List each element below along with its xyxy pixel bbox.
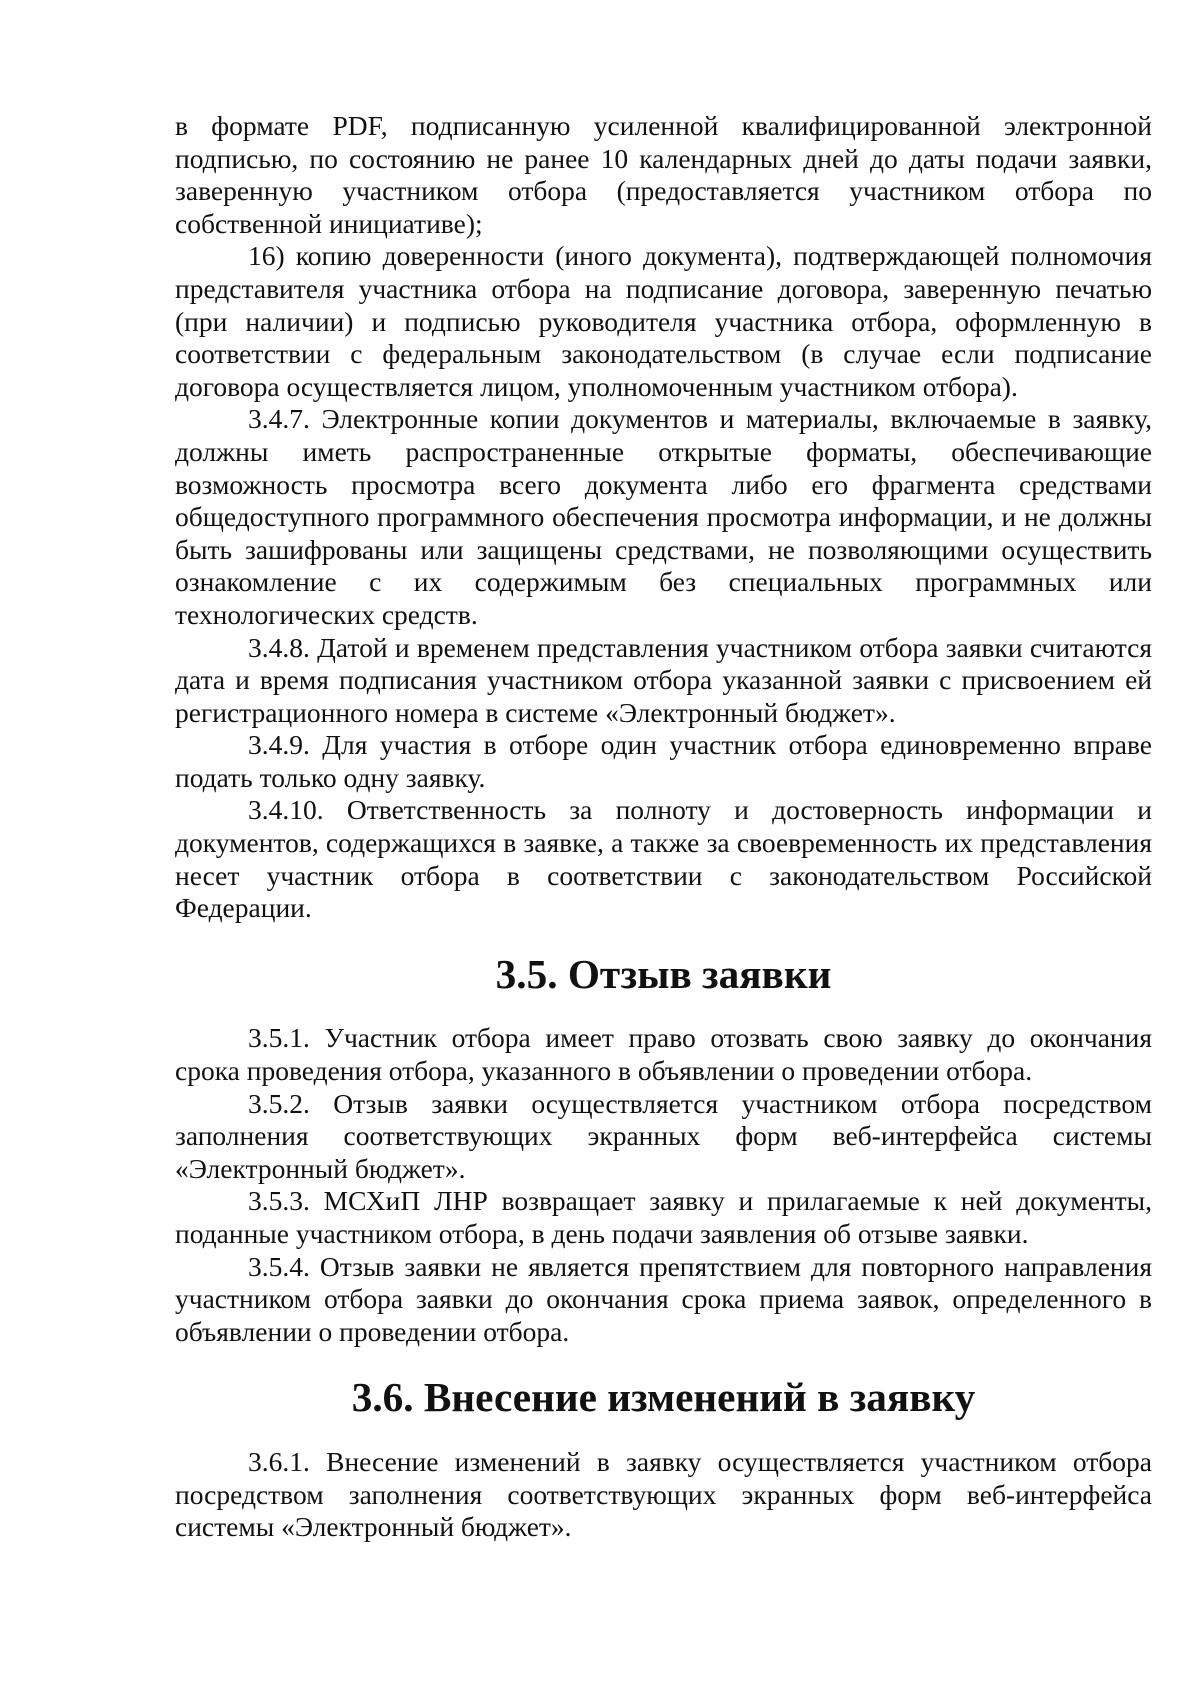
- paragraph-3-5-4: 3.5.4. Отзыв заявки не является препятствием для повторного направления участником отбора заявки до окончания срока приема заявок, определенного в объявлении о проведении отбора.: [175, 1250, 1152, 1347]
- paragraph-3-4-7: 3.4.7. Электронные копии документов и материалы, включаемые в заявку, должны иметь распространенные открытые форматы, обеспечивающие возможность просмотра всего документа либо его фрагмента средствами общедоступного программного обеспечения просмотра информации, и не должны быть зашифрованы или защищены средствами, не позволяющими осуществить ознакомление с их содержимым без специальных программных или технологических средств.: [175, 403, 1152, 630]
- paragraph-3-4-10: 3.4.10. Ответственность за полноту и достоверность информации и документов, содержащихся в заявке, а также за своевременность их представления несет участник отбора в соответствии с законодательством Российской Федерации.: [175, 794, 1152, 924]
- paragraph-3-5-1: 3.5.1. Участник отбора имеет право отозвать свою заявку до окончания срока проведения отбора, указанного в объявлении о проведении отбора.: [175, 1022, 1152, 1087]
- paragraph-3-5-3: 3.5.3. МСХиП ЛНР возвращает заявку и прилагаемые к ней документы, поданные участником отбора, в день подачи заявления об отзыве заявки.: [175, 1185, 1152, 1249]
- section-heading-3-5: 3.5. Отзыв заявки: [495, 950, 832, 997]
- paragraph-3-5-2: 3.5.2. Отзыв заявки осуществляется участником отбора посредством заполнения соответствующих экранных форм веб-интерфейса системы «Электронный бюджет».: [175, 1087, 1152, 1184]
- paragraph-3-4-8: 3.4.8. Датой и временем представления участником отбора заявки считаются дата и время подписания участником отбора указанной заявки с присвоением ей регистрационного номера в системе «Электронный бюджет».: [175, 631, 1152, 728]
- document-page: [175, 110, 1152, 1544]
- paragraph-3-4-9: 3.4.9. Для участия в отборе один участник отбора единовременно вправе подать только одну заявку.: [175, 729, 1152, 793]
- paragraph-continuation: в формате PDF, подписанную усиленной квалифицированной электронной подписью, по состоянию не ранее 10 календарных дней до даты подачи заявки, заверенную участником отбора (предоставляется участником отбора по собственной инициативе);: [175, 110, 1152, 239]
- section-heading-3-6: 3.6. Внесение изменений в заявку: [351, 1374, 976, 1421]
- paragraph-item-16: 16) копию доверенности (иного документа), подтверждающей полномочия представителя участника отбора на подписание договора, заверенную печатью (при наличии) и подписью руководителя участника отбора, оформленную в соответствии с федеральным законодательством (в случае если подписание договора осуществляется лицом, уполномоченным участником отбора).: [175, 240, 1152, 402]
- paragraph-3-6-1: 3.6.1. Внесение изменений в заявку осуществляется участником отбора посредством заполнения соответствующих экранных форм веб-интерфейса системы «Электронный бюджет».: [175, 1445, 1152, 1543]
